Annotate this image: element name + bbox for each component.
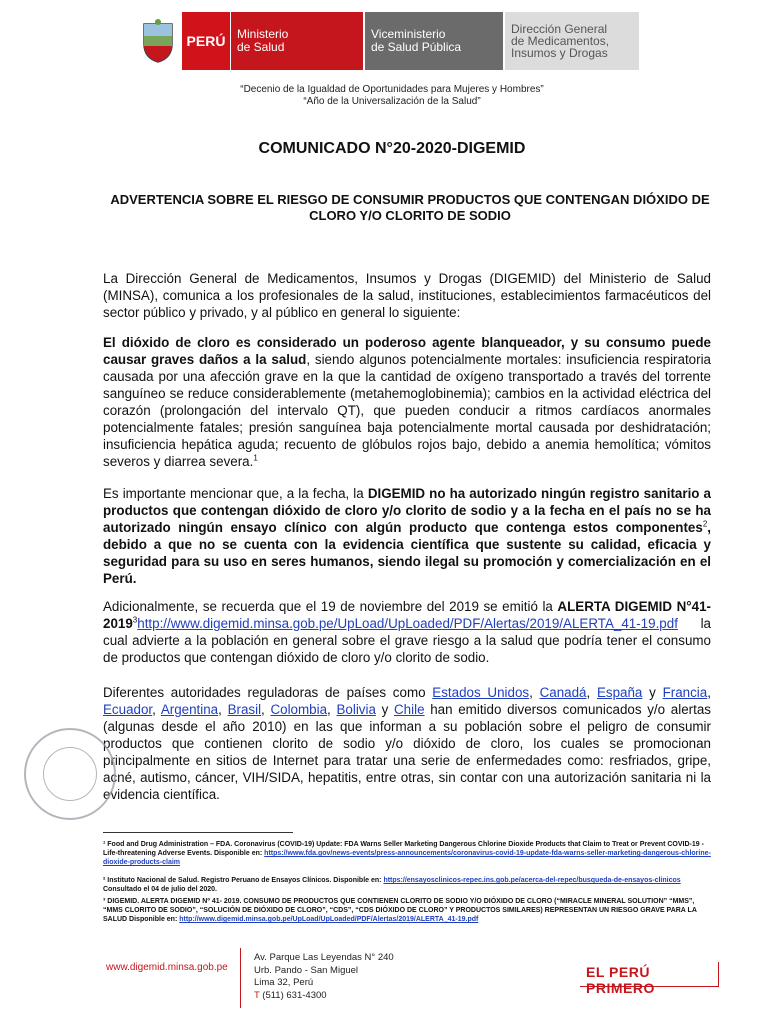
country-link-bolivia[interactable]: Bolivia (336, 702, 376, 717)
alert-link[interactable]: http://www.digemid.minsa.gob.pe/UpLoad/UpLoaded/PDF/Alertas/2019/ALERTA_41-19.pdf (137, 616, 678, 631)
official-seal-icon (24, 728, 116, 820)
footnote-1: ¹ Food and Drug Administration – FDA. Coronavirus (COVID-19) Update: FDA Warns Seller Marketing Dangerous Chlorine Dioxide Products that Claim to Treat or Prevent COVID-19 - Life-threatening Adverse Events. Disponible en: https://www.fda.gov/news-events/press-announcements/coronavirus-covid-19-update-fda-warns-seller-marketing-dangerous-chlorine-dioxide-products-claim (103, 841, 711, 866)
paragraph-risks: El dióxido de cloro es considerado un poderoso agente blanqueador, y su consumo puede causar graves daños a la salud, siendo algunos potencialmente mortales: insuficiencia respiratoria causada por una afección grave en la que la cantidad de oxígeno transportado a través del torrente sanguíneo se reduce considerablemente (metahemoglobinemia); cambios en la actividad eléctrica del corazón (prolongación del intervalo QT), que pueden conducir a ritmos cardíacos anormales potencialmente fatales; presión sanguínea baja potencialmente mortal causada por deshidratación; insuficiencia hepática aguda; recuento de glóbulos rojos bajo, debido a anemia hemolítica; vómitos severos y diarrea severa.$^1$ (103, 335, 712, 469)
country-link-colombia[interactable]: Colombia (270, 702, 328, 717)
footer-address: Av. Parque Las Leyendas N° 240 Urb. Pando - San Miguel Lima 32, Perú T (511) 631-4300 (254, 952, 394, 1001)
el-peru-primero-logo: EL PERÚ PRIMERO (580, 962, 719, 987)
footer-website[interactable]: www.digemid.minsa.gob.pe (106, 962, 228, 973)
paragraph-countries: Diferentes autoridades reguladoras de países como Estados Unidos, Canadá, España y Francia, Ecuador, Argentina, Brasil, Colombia, Bolivia y Chile han emitido diversos comunicados y/o alertas (algunas desde el año 2010) en las que informan a su población sobre el peligro de consumir productos que contienen clorito de sodio y/o dióxido de cloro, los cuales se promocionan principalmente en sitios de Internet para tratar una serie de enfermedades como: resfriados, gripe, acné, autismo, cáncer, VIH/SIDA, hepatitis, entre otras, sin contar con una autorización sanitaria ni la evidencia científica. (103, 685, 711, 802)
paragraph-alert: Adicionalmente, se recuerda que el 19 de noviembre del 2019 se emitió la ALERTA DIGEMID N°41-2019$^3$http://www.digemid.minsa.gob.pe/UpLoad/UpLoaded/PDF/Alertas/2019/ALERTA_41-19.pdf la cual advierte a la población en general sobre el grave riesgo a la salud que podría tener el consumo de productos que contengan dióxido de cloro y/o clorito de sodio. (103, 599, 711, 665)
decenio-text: “Decenio de la Igualdad de Oportunidades para Mujeres y Hombres” “Año de la Universalización de la Salud” (240, 84, 544, 107)
ministerio-label: Ministerio de Salud (230, 12, 363, 70)
country-link-ecuador[interactable]: Ecuador (103, 702, 153, 717)
page-title: COMUNICADO N°20-2020-DIGEMID (258, 140, 526, 157)
footnote-2: ² Instituto Nacional de Salud. Registro Peruano de Ensayos Clínicos. Disponible en: https://ensayosclinicos-repec.ins.gob.pe/acerca-del-repec/busqueda-de-ensayos-clinicos Consultado el 04 de julio del 2020. (103, 877, 681, 893)
country-link-usa[interactable]: Estados Unidos (432, 685, 530, 700)
country-link-spain[interactable]: España (596, 685, 643, 700)
viceministerio-label: Viceministerio de Salud Pública (365, 12, 503, 70)
paragraph-authorization: Es importante mencionar que, a la fecha, la DIGEMID no ha autorizado ningún registro sanitario a productos que contengan dióxido de cloro y/o clorito de sodio y a la fecha en el país no se ha autorizado ningún ensayo clínico con algún producto que contenga estos componentes$^2$, debido a que no se cuenta con la evidencia científica que sustente su calidad, eficacia y seguridad para su uso en seres humanos, siendo ilegal su promoción y comercialización en el Perú. (103, 486, 711, 586)
footnote-1-link[interactable]: https://www.fda.gov/news-events/press-announcements/coronavirus-covid-19-update-fda-warns-seller-marketing-dangerous-chlorine-dioxide-products-claim (103, 850, 711, 866)
direccion-label: Dirección General de Medicamentos, Insumos y Drogas (505, 12, 639, 70)
page-subtitle: ADVERTENCIA SOBRE EL RIESGO DE CONSUMIR PRODUCTOS QUE CONTENGAN DIÓXIDO DE CLORO Y/O CLORITO DE SODIO (110, 192, 710, 223)
country-link-canada[interactable]: Canadá (539, 685, 587, 700)
footnote-divider (103, 832, 293, 833)
coat-of-arms-icon (140, 18, 176, 64)
country-link-argentina[interactable]: Argentina (160, 702, 219, 717)
footnote-2-link[interactable]: https://ensayosclinicos-repec.ins.gob.pe/acerca-del-repec/busqueda-de-ensayos-clinicos (383, 877, 681, 884)
footnote-3: ³ DIGEMID. ALERTA DIGEMID Nº 41- 2019. CONSUMO DE PRODUCTOS QUE CONTIENEN CLORITO DE SODIO Y/O DIÓXIDO DE CLORO (“MIRACLE MINERAL SOLUTION” “MMS”, “MMS CLORITO DE SODIO”, “SOLUCIÓN DE DIÓXIDO DE CLORO”, “CDS”, “CDS DIÓXIDO DE CLORO” Y PRODUCTOS SIMILARES) REPRESENTAN UN RIESGO GRAVE PARA LA SALUD Disponible en: http://www.digemid.minsa.gob.pe/UpLoad/UpLoaded/PDF/Alertas/2019/ALERTA_41-19.pdf (103, 898, 697, 923)
country-link-brazil[interactable]: Brasil (227, 702, 262, 717)
institution-header (140, 12, 639, 70)
paragraph-intro: La Dirección General de Medicamentos, Insumos y Drogas (DIGEMID) del Ministerio de Salud (MINSA), comunica a los profesionales de la salud, instituciones, establecimientos farmacéuticos del sector público y privado, y al público en general lo siguiente: (103, 271, 711, 320)
footer-divider (240, 948, 241, 1008)
footnote-3-link[interactable]: http://www.digemid.minsa.gob.pe/UpLoad/UpLoaded/PDF/Alertas/2019/ALERTA_41-19.pdf (179, 916, 479, 923)
peru-label: PERÚ (182, 12, 230, 70)
country-link-france[interactable]: Francia (662, 685, 708, 700)
country-link-chile[interactable]: Chile (394, 702, 425, 717)
